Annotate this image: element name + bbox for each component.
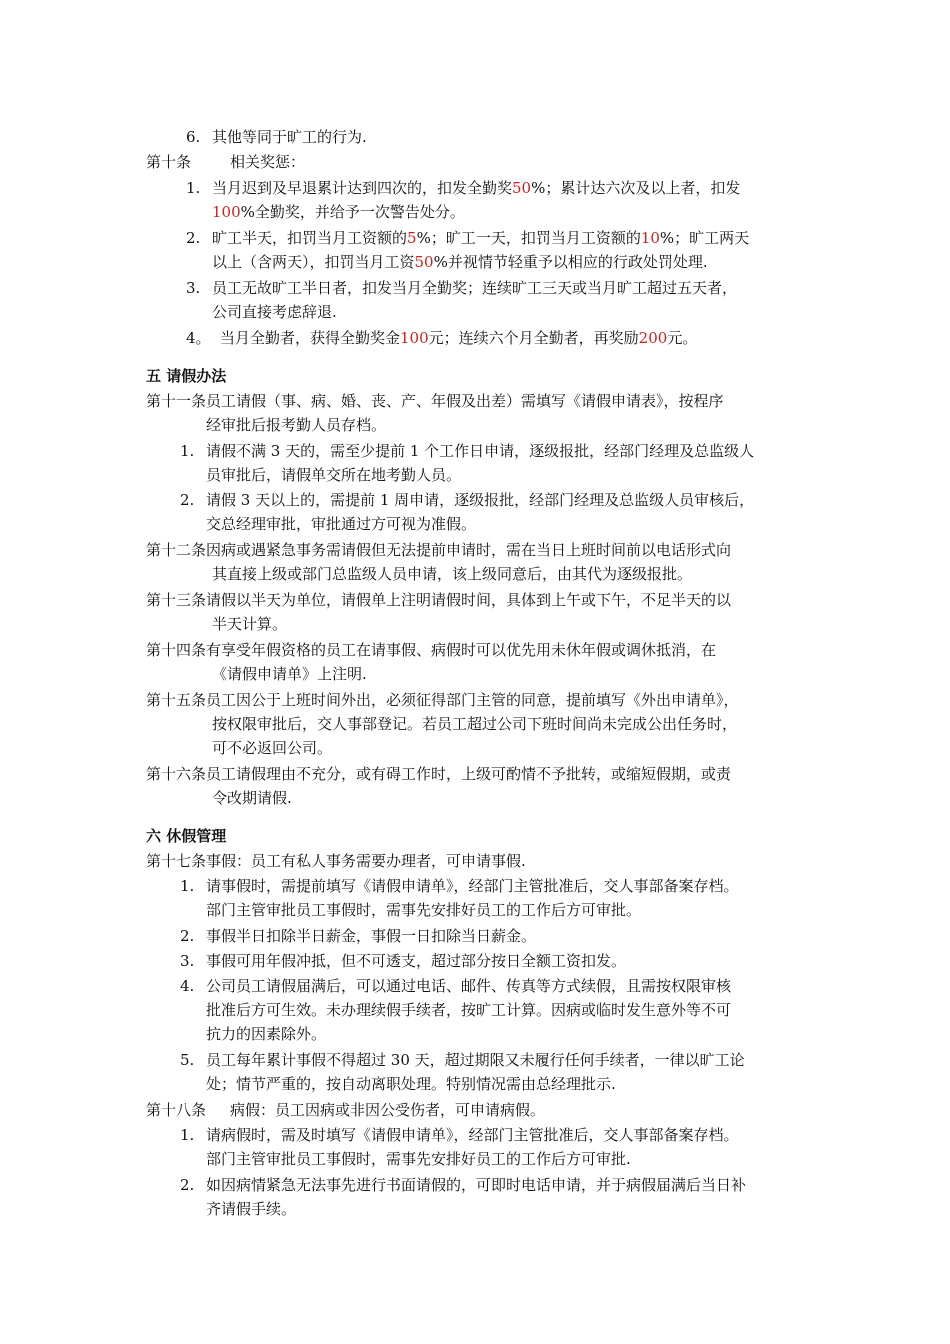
list-number: 4.	[180, 977, 195, 995]
list-item-text: 员审批后，请假单交所在地考勤人员。	[206, 466, 462, 484]
article-text: 第十一条员工请假（事、病、婚、丧、产、年假及出差）需填写《请假申请表》，按程序	[146, 392, 724, 410]
article-text: 经审批后报考勤人员存档。	[206, 416, 387, 434]
list-item-text: 齐请假手续。	[206, 1200, 297, 1218]
list-item-text: 请假 3 天以上的，需提前 1 周申请，逐级报批，经部门经理及总监级人员审核后，	[206, 491, 755, 509]
section-heading: 五 请假办法	[146, 367, 227, 385]
list-number: 1.	[180, 877, 195, 895]
list-number: 2.	[186, 229, 201, 247]
list-item-text: 交总经理审批，审批通过方可视为准假。	[206, 515, 477, 533]
article-text: 可不必返回公司。	[212, 739, 333, 757]
article-label: 第十八条	[146, 1101, 207, 1119]
article-title: 病假：员工因病或非因公受伤者，可申请病假。	[230, 1101, 546, 1119]
list-item-text: 批准后方可生效。未办理续假手续者，按旷工计算。因病或临时发生意外等不可	[206, 1001, 732, 1019]
highlight-number: 5	[407, 229, 417, 247]
list-item-text: 以上（含两天），扣罚当月工资50%并视情节轻重予以相应的行政处罚处理.	[212, 253, 708, 271]
list-item-text: 公司员工请假届满后，可以通过电话、邮件、传真等方式续假，且需按权限审核	[206, 977, 732, 995]
article-text: 第十五条员工因公于上班时间外出，必须征得部门主管的同意，提前填写《外出申请单》，	[146, 691, 739, 709]
list-item-text: 公司直接考虑辞退.	[212, 303, 337, 321]
list-number: 5.	[180, 1051, 195, 1069]
article-text: 第十三条请假以半天为单位，请假单上注明请假时间，具体到上午或下午，不足半天的以	[146, 591, 732, 609]
article-text: 按权限审批后，交人事部登记。若员工超过公司下班时间尚未完成公出任务时，	[212, 715, 738, 733]
list-item-text: 抗力的因素除外。	[206, 1025, 327, 1043]
article-label: 第十条	[146, 153, 192, 171]
list-item-text: 部门主管审批员工事假时，需事先安排好员工的工作后方可审批。	[206, 901, 642, 919]
list-item-text: 员工每年累计事假不得超过 30 天，超过期限又未履行任何手续者，一律以旷工论	[206, 1051, 745, 1069]
list-item-text: 当月全勤者，获得全勤奖金100元；连续六个月全勤者，再奖励200元。	[220, 329, 698, 347]
list-item-text: 100%全勤奖，并给予一次警告处分。	[212, 203, 465, 221]
article-text: 第十六条员工请假理由不充分，或有碍工作时，上级可酌情不予批转，或缩短假期，或责	[146, 765, 732, 783]
article-text: 令改期请假.	[212, 789, 292, 807]
list-number: 4。	[186, 329, 211, 347]
list-number: 2.	[180, 491, 195, 509]
list-number: 6.	[186, 128, 201, 146]
list-item-text: 请病假时，需及时填写《请假申请单》，经部门主管批准后，交人事部备案存档。	[206, 1126, 739, 1144]
list-item-text: 事假半日扣除半日薪金，事假一日扣除当日薪金。	[206, 927, 537, 945]
list-item-text: 部门主管审批员工事假时，需事先安排好员工的工作后方可审批.	[206, 1150, 631, 1168]
list-number: 1.	[180, 442, 195, 460]
list-item-text: 旷工半天，扣罚当月工资额的5%；旷工一天，扣罚当月工资额的10%；旷工两天	[212, 229, 750, 247]
list-number: 1.	[186, 179, 201, 197]
highlight-number: 50	[414, 253, 434, 271]
list-item-text: 事假可用年假冲抵，但不可透支，超过部分按日全额工资扣发。	[206, 952, 627, 970]
article-text: 半天计算。	[212, 615, 288, 633]
list-item-text: 请事假时，需提前填写《请假申请单》，经部门主管批准后，交人事部备案存档。	[206, 877, 739, 895]
highlight-number: 10	[640, 229, 660, 247]
list-number: 2.	[180, 1176, 195, 1194]
highlight-number: 200	[638, 329, 668, 347]
list-item-text: 如因病情紧急无法事先进行书面请假的，可即时电话申请，并于病假届满后当日补	[206, 1176, 747, 1194]
highlight-number: 50	[512, 179, 532, 197]
article-text: 第十二条因病或遇紧急事务需请假但无法提前申请时，需在当日上班时间前以电话形式向	[146, 541, 732, 559]
article-text: 其直接上级或部门总监级人员申请，该上级同意后，由其代为逐级报批。	[212, 565, 693, 583]
highlight-number: 100	[400, 329, 429, 347]
article-text: 《请假申请单》上注明.	[212, 665, 367, 683]
list-item-text: 其他等同于旷工的行为.	[212, 128, 367, 146]
list-number: 3.	[180, 952, 195, 970]
list-item-text: 处；情节严重的，按自动离职处理。特别情况需由总经理批示.	[206, 1075, 616, 1093]
list-number: 1.	[180, 1126, 195, 1144]
article-title: 相关奖惩：	[230, 153, 306, 171]
list-number: 2.	[180, 927, 195, 945]
list-item-text: 员工无故旷工半日者，扣发当月全勤奖；连续旷工三天或当月旷工超过五天者，	[212, 279, 738, 297]
article-text: 第十四条有享受年假资格的员工在请事假、病假时可以优先用未休年假或调休抵消，在	[146, 641, 717, 659]
highlight-number: 100	[212, 203, 241, 221]
list-item-text: 请假不满 3 天的，需至少提前 1 个工作日申请，逐级报批，经部门经理及总监级人	[206, 442, 755, 460]
list-item-text: 当月迟到及早退累计达到四次的，扣发全勤奖50%；累计达六次及以上者，扣发	[212, 179, 741, 197]
section-heading: 六 休假管理	[146, 827, 227, 845]
article-text: 第十七条事假：员工有私人事务需要办理者，可申请事假.	[146, 852, 526, 870]
list-number: 3.	[186, 279, 201, 297]
